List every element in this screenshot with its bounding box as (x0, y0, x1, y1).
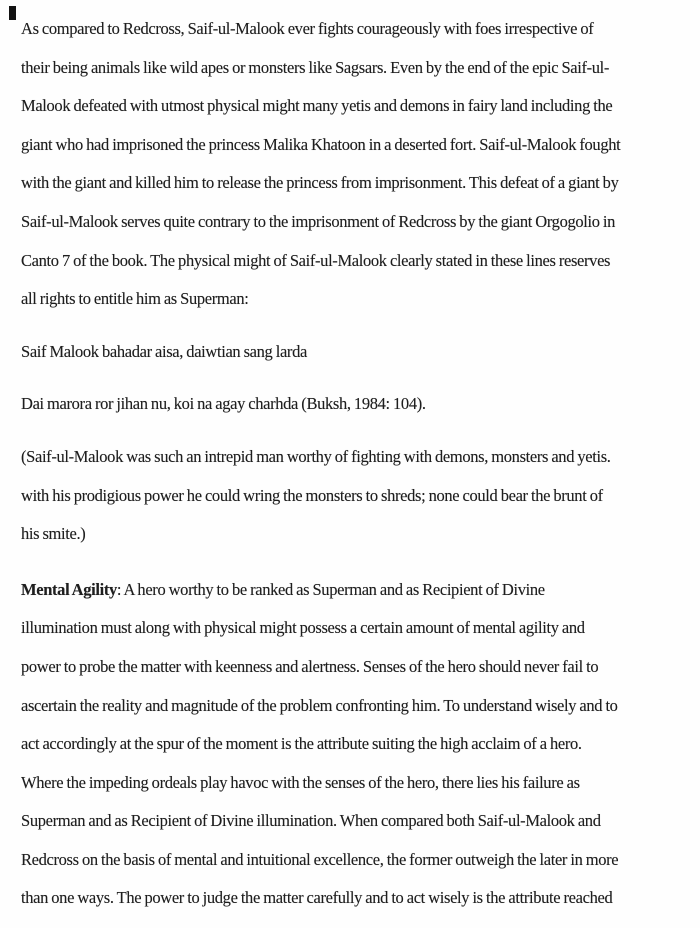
text-line: ascertain the reality and magnitude of the problem confronting him. To understand wisely and to (21, 695, 618, 715)
paragraph-verse-translation (21, 438, 688, 554)
text-line: Canto 7 of the book. The physical might of Saif-ul-Malook clearly stated in these lines reserves (21, 250, 611, 270)
text-line: with the giant and killed him to release the princess from imprisonment. This defeat of a giant by (21, 173, 619, 193)
text-run: : A hero worthy to be ranked as Superman and as Recipient of Divine (116, 579, 545, 599)
text-line (21, 571, 688, 610)
mental-agility-heading: Mental Agility (21, 579, 117, 599)
text-line: with his prodigious power he could wring the monsters to shreds; none could bear the brunt of (21, 485, 603, 505)
paragraph-physical-might (21, 10, 688, 319)
text-line: Superman and as Recipient of Divine illumination. When compared both Saif-ul-Malook and (21, 811, 601, 831)
text-line: (Saif-ul-Malook was such an intrepid man worthy of fighting with demons, monsters and yetis. (21, 446, 611, 466)
text-line: Redcross on the basis of mental and intuitional excellence, the former outweigh the later in more (21, 849, 619, 869)
punjabi-verse-line-2 (21, 385, 688, 424)
scan-artifact-mark (9, 6, 16, 20)
text-line: Malook defeated with utmost physical might many yetis and demons in fairy land including the (21, 96, 613, 116)
paragraph-mental-agility (21, 571, 688, 918)
text-line: Saif-ul-Malook serves quite contrary to the imprisonment of Redcross by the giant Orgogolio in (21, 211, 616, 231)
text-line: than one ways. The power to judge the matter carefully and to act wisely is the attribute reached (21, 888, 613, 908)
text-line: Dai marora ror jihan nu, koi na agay charhda (Buksh, 1984: 104). (21, 394, 426, 414)
text-line: all rights to entitle him as Superman: (21, 289, 249, 309)
punjabi-verse-line-1 (21, 333, 688, 372)
text-line: act accordingly at the spur of the moment is the attribute suiting the high acclaim of a hero. (21, 734, 582, 754)
text-line: Saif Malook bahadar aisa, daiwtian sang larda (21, 341, 307, 361)
text-line: illumination must along with physical might possess a certain amount of mental agility and (21, 618, 585, 638)
text-line: Where the impeding ordeals play havoc with the senses of the hero, there lies his failure as (21, 772, 580, 792)
text-line: giant who had imprisoned the princess Malika Khatoon in a deserted fort. Saif-ul-Malook fought (21, 134, 621, 154)
text-line: their being animals like wild apes or monsters like Sagsars. Even by the end of the epic Saif-ul- (21, 57, 610, 77)
text-line: As compared to Redcross, Saif-ul-Malook ever fights courageously with foes irrespective of (21, 19, 594, 38)
text-line: his smite.) (21, 524, 86, 544)
text-line: power to probe the matter with keenness and alertness. Senses of the hero should never fail to (21, 656, 599, 676)
